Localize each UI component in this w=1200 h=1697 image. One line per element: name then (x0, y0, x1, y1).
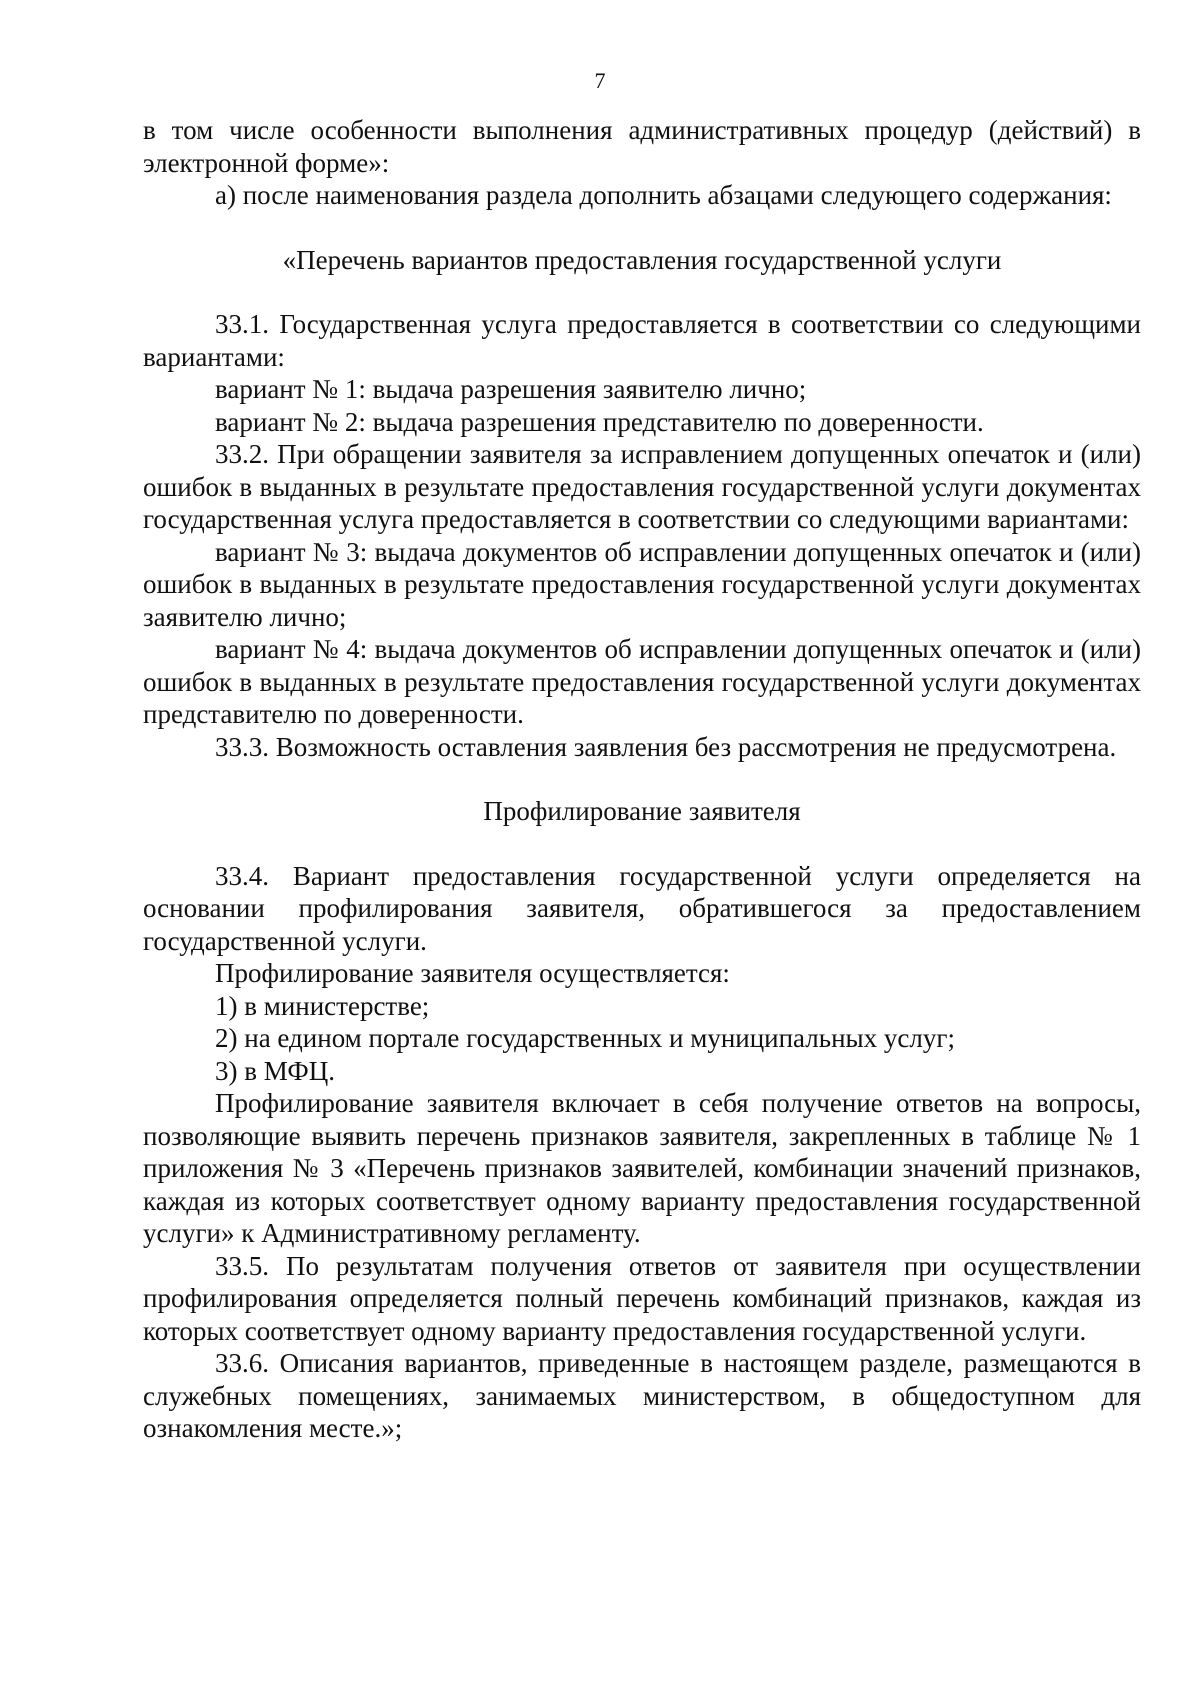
paragraph-33-3: 33.3. Возможность оставления заявления без рассмотрения не предусмотрена. (215, 731, 1117, 762)
section-heading-variants: «Перечень вариантов предоставления государственной услуги (282, 244, 1002, 275)
paragraph-33-6: 33.6. Описания вариантов, приведенные в настоящем разделе, размещаются в служебных помещениях, занимаемых министерством, в общедоступном для ознакомления месте.»; (143, 1348, 1141, 1443)
list-item-portal: 2) на едином портале государственных и муниципальных услуг; (215, 1023, 955, 1053)
list-item-variant-1: вариант № 1: выдача разрешения заявителю лично; (215, 374, 807, 404)
section-heading-profiling: Профилирование заявителя (483, 796, 801, 826)
list-item-variant-2: вариант № 2: выдача разрешения представителю по доверенности. (215, 406, 984, 437)
paragraph-profiling-places: Профилирование заявителя осуществляется: (215, 958, 730, 988)
paragraph-continuation: в том числе особенности выполнения административных процедур (действий) в электронной форме»: (143, 115, 1141, 178)
paragraph-profiling-includes: Профилирование заявителя включает в себя получение ответов на вопросы, позволяющие выявить перечень признаков заявителя, закрепленных в таблице № 1 приложения № 3 «Перечень признаков заявителей, комбинации значений признаков, каждая из которых соответствует одному варианту предоставления государственной услуги» к Административному регламенту. (143, 1088, 1141, 1248)
page-number: 7 (594, 68, 606, 93)
paragraph-33-2: 33.2. При обращении заявителя за исправлением допущенных опечаток и (или) ошибок в выданных в результате предоставления государственной услуги документах государственная услуга предоставляется в соответствии со следующими вариантами: (143, 439, 1141, 534)
paragraph-33-4: 33.4. Вариант предоставления государственной услуги определяется на основании профилирования заявителя, обратившегося за предоставлением государственной услуги. (143, 860, 1141, 956)
list-item-variant-3: вариант № 3: выдача документов об исправлении допущенных опечаток и (или) ошибок в выданных в результате предоставления государственной услуги документах заявителю лично; (143, 536, 1141, 632)
paragraph-33-1: 33.1. Государственная услуга предоставляется в соответствии со следующими вариантами: (143, 309, 1141, 372)
list-item-variant-4: вариант № 4: выдача документов об исправлении допущенных опечаток и (или) ошибок в выданных в результате предоставления государственной услуги документах представителю по доверенности. (143, 634, 1141, 729)
document-body (143, 114, 1141, 1445)
list-item-ministry: 1) в министерстве; (215, 990, 430, 1021)
paragraph-33-5: 33.5. По результатам получения ответов от заявителя при осуществлении профилирования определяется полный перечень комбинаций признаков, каждая из которых соответствует одному варианту предоставления государственной услуги. (143, 1250, 1141, 1346)
paragraph-amendment-a: а) после наименования раздела дополнить абзацами следующего содержания: (215, 180, 1112, 210)
list-item-mfc: 3) в МФЦ. (215, 1055, 335, 1086)
